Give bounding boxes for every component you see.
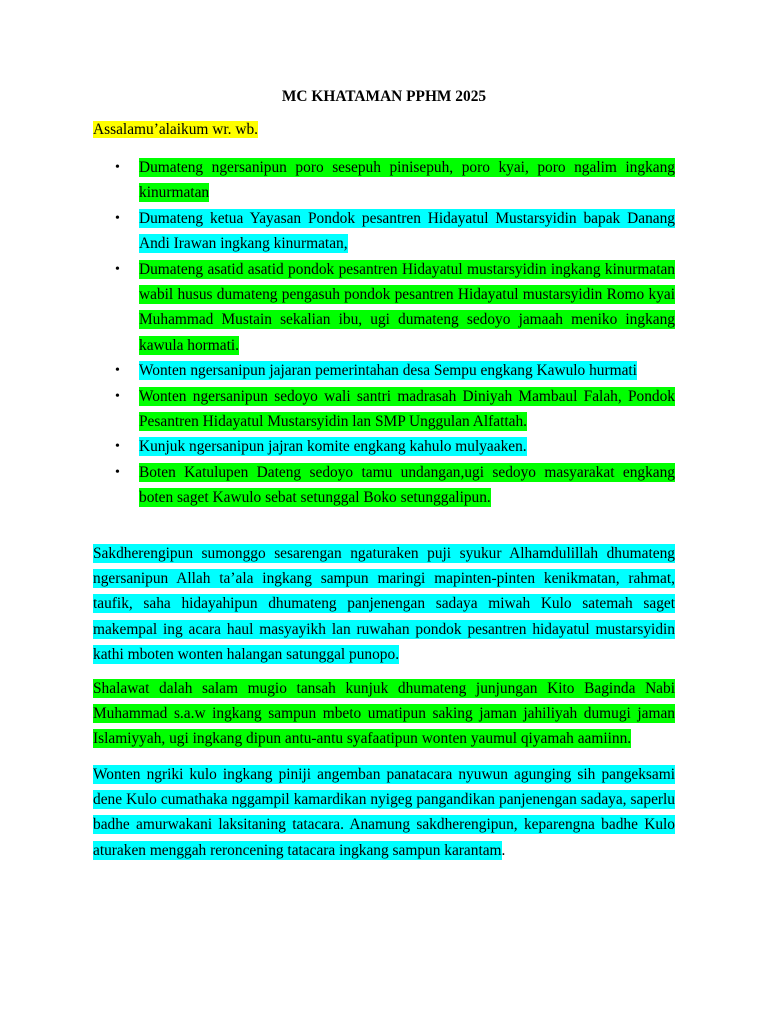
list-item [93, 434, 675, 459]
list-item-text: Kunjuk ngersanipun jajran komite engkang kahulo mulyaaken. [139, 438, 527, 456]
paragraph-trailing-period: . [501, 841, 506, 859]
bullet-icon: • [115, 388, 120, 404]
paragraph-shalawat [93, 676, 675, 752]
list-item-text: Dumateng ketua Yayasan Pondok pesantren Hidayatul Mustarsyidin bapak Danang Andi Irawan ingkang kinurmatan, [139, 209, 675, 253]
salutation-list [93, 155, 675, 511]
list-item [93, 460, 675, 511]
list-item-text: Dumateng asatid asatid pondok pesantren Hidayatul mustarsyidin ingkang kinurmatan wabil husus dumateng pengasuh pondok pesantren Hidayatul mustarsyidin Romo kyai Muhammad Mustain sekalian ibu, ugi dumateng sedoyo jamaah meniko ingkang kawula hormati. [139, 260, 675, 354]
greeting-line [93, 121, 258, 139]
bullet-icon: • [115, 160, 120, 175]
list-item [93, 206, 675, 257]
bullet-icon: • [115, 464, 120, 480]
list-item [93, 257, 675, 359]
bullet-icon: • [115, 439, 120, 455]
list-item-text: Wonten ngersanipun jajaran pemerintahan desa Sempu engkang Kawulo hurmati [139, 362, 637, 380]
list-item [93, 358, 675, 383]
paragraph-text: Sakdherengipun sumonggo sesarengan ngaturaken puji syukur Alhamdulillah dhumateng ngersanipun Allah ta’ala ingkang sampun maringi mapinten-pinten kenikmatan, rahmat, taufik, saha hidayahipun dhumateng panjenengan sadaya miwah Kulo satemah saget makempal ing acara haul masyayikh lan ruwahan pondok pesantren hidayatul mustarsyidin kathi mboten wonten halangan satunggal punopo. [93, 545, 675, 663]
list-item [93, 384, 675, 435]
paragraph-introduction [93, 762, 675, 863]
bullet-icon: • [115, 210, 120, 226]
bullet-icon: • [115, 363, 120, 379]
paragraph-text: Wonten ngriki kulo ingkang piniji angemban panatacara nyuwun agunging sih pangeksami dene Kulo cumathaka nggampil kamardikan nyigeg pangandikan panjenengan sadaya, saperlu badhe amurwakani laksitaning tatacara. Anamung sakdherengipun, keparengna badhe Kulo aturaken menggah reroncening tatacara ingkang sampun karantam [93, 766, 675, 859]
paragraph-text: Shalawat dalah salam mugio tansah kunjuk dhumateng junjungan Kito Baginda Nabi Muhammad s.a.w ingkang sampun mbeto umatipun saking jaman jahiliyah dumugi jaman Islamiyyah, ugi ingkang dipun antu-antu syafaatipun wonten yaumul qiyamah aamiinn. [93, 680, 675, 748]
list-item-text: Wonten ngersanipun sedoyo wali santri madrasah Diniyah Mambaul Falah, Pondok Pesantren Hidayatul Mustarsyidin lan SMP Unggulan Alfattah. [139, 387, 675, 431]
greeting-text: Assalamu’alaikum wr. wb. [93, 121, 258, 138]
list-item-text: Dumateng ngersanipun poro sesepuh pinisepuh, poro kyai, poro ngalim ingkang kinurmatan [139, 159, 675, 202]
document-title: MC KHATAMAN PPHM 2025 [281, 88, 487, 105]
paragraph-opening-praise [93, 541, 675, 667]
list-item-text: Boten Katulupen Dateng sedoyo tamu undangan,ugi sedoyo masyarakat engkang boten saget Kawulo sebat setunggal Boko setunggalipun. [139, 463, 675, 507]
list-item [93, 155, 675, 206]
bullet-icon: • [115, 261, 120, 277]
